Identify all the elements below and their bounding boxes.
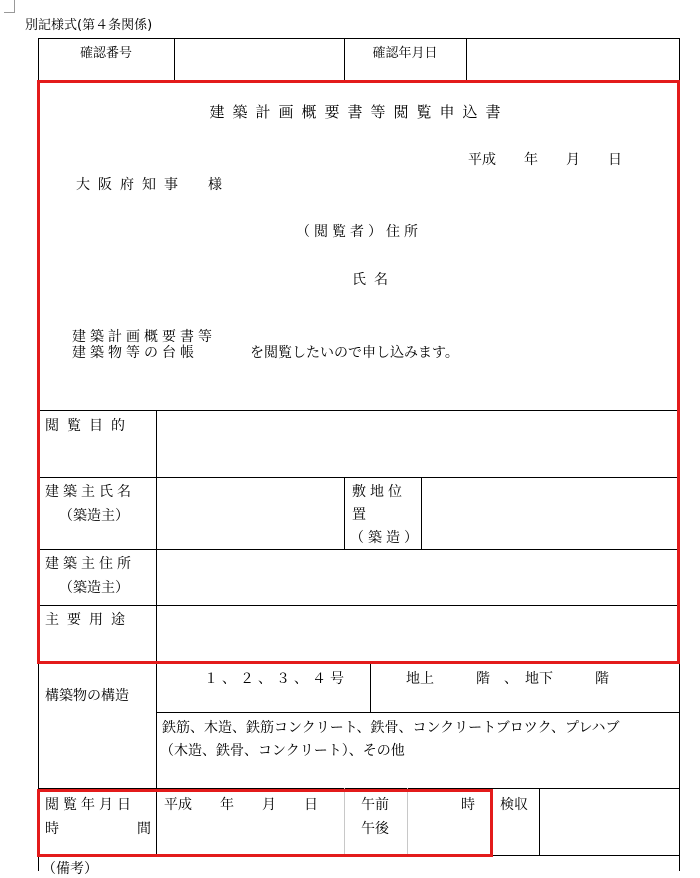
structure-label: 構築物の構造 (45, 688, 129, 704)
form-header-note: 別記様式(第４条関係) (25, 18, 153, 33)
main-use-label: 主要用途 (45, 612, 133, 628)
form-title: 建築計画概要書等閲覧申込書 (209, 103, 509, 121)
statement-suffix: を閲覧したいので申し込みます。 (250, 345, 459, 361)
datetime-highlight-box (37, 789, 493, 857)
page-corner-mark (4, 0, 15, 13)
viewer-name-label: 氏名 (352, 272, 396, 288)
view-date-value: 平成 年 月 日 (164, 797, 318, 813)
view-date-label: 閲覧年月日 (45, 797, 135, 813)
statement-line-2: 建築物等の台帳 (72, 345, 198, 361)
application-highlight-box (37, 80, 680, 664)
site-location-label-3: （築造） (350, 530, 422, 546)
confirm-date-label: 確認年月日 (372, 46, 438, 61)
remarks-label: （備考） (42, 861, 98, 877)
owner-name-sublabel: （築造主） (59, 508, 129, 524)
owner-address-sublabel: （築造主） (59, 580, 129, 596)
owner-address-label: 建築主住所 (45, 556, 135, 572)
site-location-label-1: 敷地位 (352, 484, 406, 500)
view-time-label-a: 時 (45, 821, 59, 837)
structure-numbers: １、２、３、４号 (204, 671, 348, 687)
statement-line-1: 建築計画概要書等 (72, 329, 216, 345)
confirm-number-label: 確認番号 (79, 46, 132, 61)
addressee: 大阪府知事 様 (76, 177, 230, 193)
viewer-address-label: （閲覧者）住所 (296, 224, 422, 240)
inspection-label: 検収 (500, 797, 528, 813)
structure-materials-2: （木造、鉄骨、コンクリート）、その他 (160, 743, 405, 759)
structure-materials-1: 鉄筋、木造、鉄筋コンクリート、鉄骨、コンクリートブロツク、プレハブ (162, 720, 620, 736)
owner-name-label: 建築主氏名 (45, 484, 135, 500)
site-location-label-2: 置 (352, 507, 366, 523)
am-label: 午前 (361, 797, 389, 813)
hour-label: 時 (461, 797, 475, 813)
view-time-label-b: 間 (137, 821, 151, 837)
floor-counts: 地上 階 、 地下 階 (406, 671, 609, 687)
application-date: 平成 年 月 日 (468, 152, 622, 168)
viewing-purpose-label: 閲覧目的 (45, 418, 133, 434)
pm-label: 午後 (361, 821, 389, 837)
